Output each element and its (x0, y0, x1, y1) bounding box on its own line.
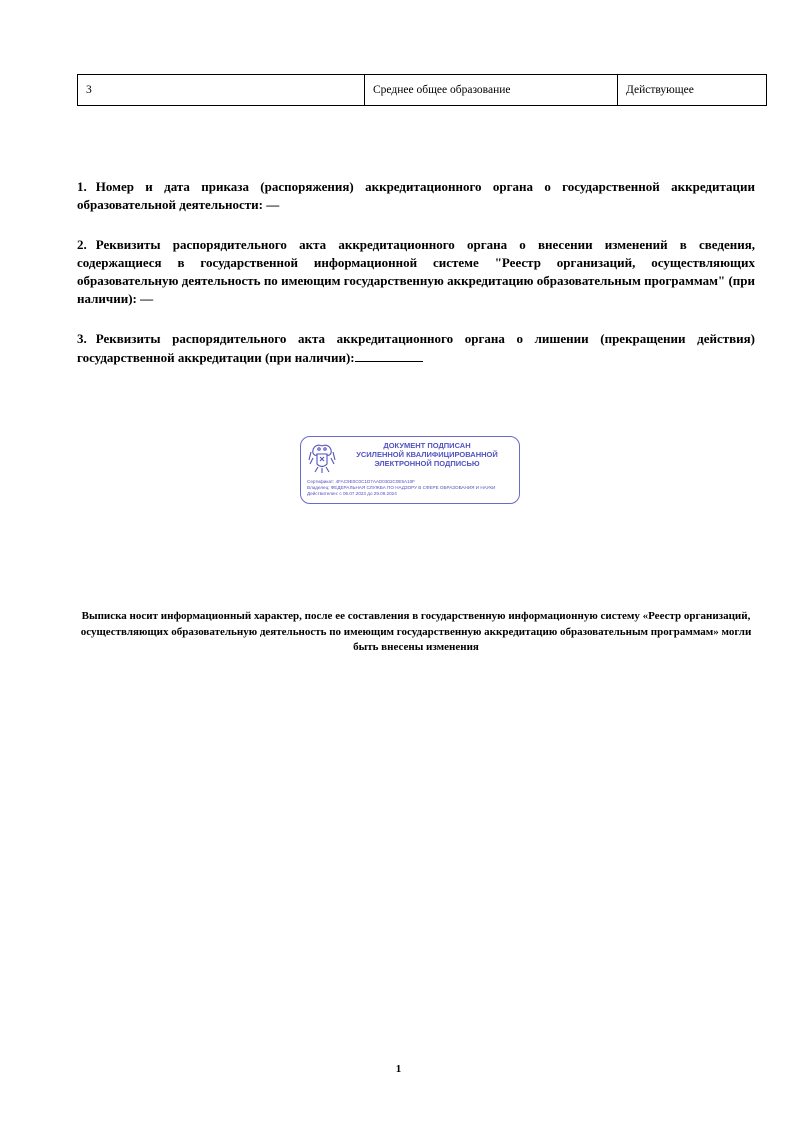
item-text: Номер и дата приказа (распоряжения) аккредитационного органа о государственной аккредитации образовательной деятельности: — (77, 179, 755, 212)
item-revocation-act (77, 330, 755, 367)
coat-of-arms-icon (307, 442, 337, 474)
accreditation-table (77, 74, 767, 106)
status-cell: Действующее (618, 75, 767, 106)
table-row (78, 75, 767, 106)
digital-signature-stamp (300, 436, 520, 504)
item-order-number (77, 178, 755, 214)
stamp-validity: Действителен: с 06.07.2023 до 29.09.2024 (307, 491, 397, 496)
disclaimer-note: Выписка носит информационный характер, после ее составления в государственную информационную систему «Реестр организаций, осуществляющих образовательную деятельность по имеющим государственную аккредитацию образовательным программам» могли быть внесены изменения (80, 610, 752, 653)
stamp-title (339, 441, 515, 468)
item-text: Реквизиты распорядительного акта аккредитационного органа о лишении (прекращении действия) государственной аккредитации (при наличии): (77, 331, 755, 365)
stamp-title-line: ЭЛЕКТРОННОЙ ПОДПИСЬЮ (374, 459, 480, 468)
page-number: 1 (395, 1063, 402, 1075)
item-number: 3. (77, 331, 87, 346)
item-change-act (77, 236, 755, 308)
stamp-owner: Владелец: ФЕДЕРАЛЬНАЯ СЛУЖБА ПО НАДЗОРУ В СФЕРЕ ОБРАЗОВАНИЯ И НАУКИ (307, 485, 496, 490)
item-text: Реквизиты распорядительного акта аккредитационного органа о внесении изменений в сведения, содержащиеся в государственной информационной системе "Реестр организаций, осуществляющих образовательную деятельность по имеющим государственную аккредитацию образовательным программам" (при наличии): — (77, 237, 755, 306)
row-number-cell: 3 (78, 75, 365, 106)
blank-fill-line (355, 348, 423, 362)
stamp-title-line: ДОКУМЕНТ ПОДПИСАН (383, 441, 471, 450)
education-level-cell: Среднее общее образование (365, 75, 618, 106)
item-number: 1. (77, 179, 87, 194)
stamp-certificate: Сертификат: 4FAC9E0C0C1D7AAD0302C0E5A10F (307, 479, 415, 484)
item-number: 2. (77, 237, 87, 252)
stamp-title-line: УСИЛЕННОЙ КВАЛИФИЦИРОВАННОЙ (356, 450, 498, 459)
